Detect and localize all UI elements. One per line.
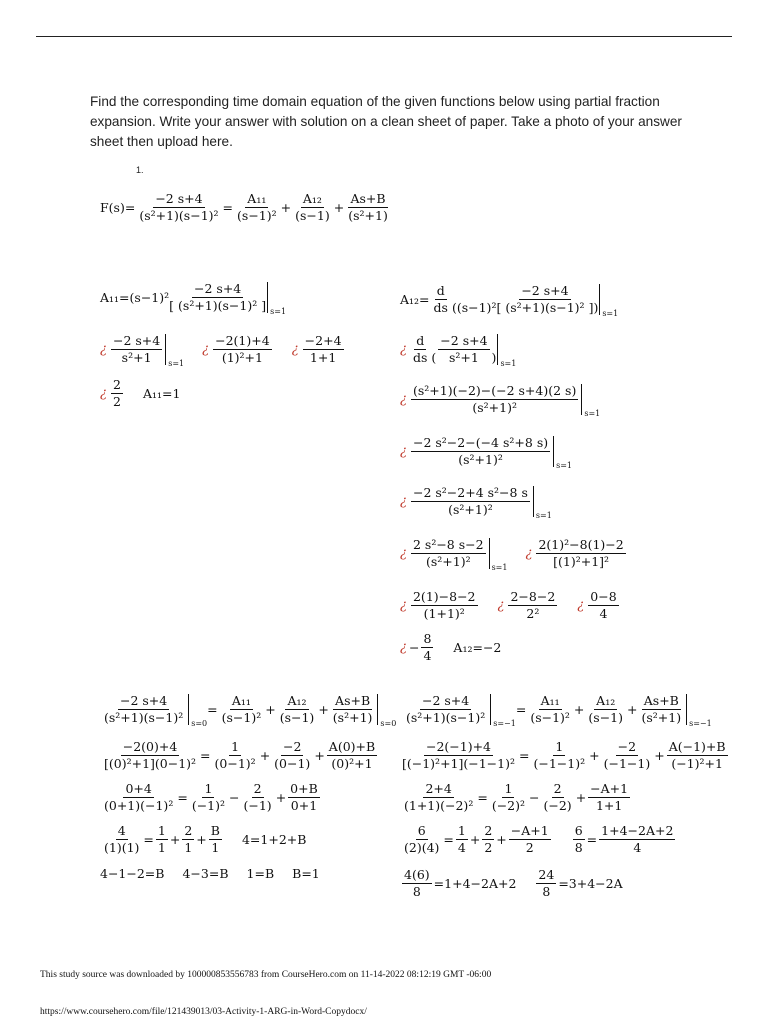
rb-row4: $\frac{6}{(2)(4)}$ = $\frac{1}{4}$ + $\frac{2}{2}$ + $\frac{-A+1}{2}$ $\frac{6}{8}$ = $\frac{1+4-2A+2}{4}$ <box>404 823 674 855</box>
a12-line5: ¿ $\frac{\text{−2 s²−2+4 s²−8 s}}{\text{(s²+1)²}}$ s=1 <box>400 485 552 520</box>
lb-row5: 4−1−2=B 4−3=B 1=B B=1 <box>100 866 320 881</box>
instructions-text: Find the corresponding time domain equation of the given functions below using partial fraction expansion. Write your answer with solution on a clean sheet of paper. Take a photo of your answer sheet then upload here. <box>90 94 682 149</box>
rb-row3: $\frac{2+4}{\text{(1+1)(−2)²}}$ = $\frac{1}{\text{(−2)²}}$ − $\frac{2}{(-2)}$ + $\frac{-A+1}{1+1}$ <box>404 781 629 813</box>
a12-line7: ¿ $\frac{2(1)-8-2}{\text{(1+1)²}}$ ¿ $\frac{2-8-2}{\text{2²}}$ ¿ $\frac{0-8}{4}$ <box>400 589 617 621</box>
rb-row2: $\frac{-2(-1)+4}{\text{[(−1)²+1](−1−1)²}}$ = $\frac{1}{\text{(−1−1)²}}$ + $\frac{-2}{(-1-1)}$ + $\frac{A(-1)+B}{\text{(−1)²+1}}$ <box>402 739 726 771</box>
a11-line3: ¿ $\frac{2}{2}$ A₁₁=1 <box>100 377 181 409</box>
top-rule <box>36 36 732 37</box>
a12-line8: ¿ − $\frac{8}{4}$ A₁₂=−2 <box>400 631 502 663</box>
lb-row4: $\frac{4}{(1)(1)}$ = $\frac{1}{1}$ + $\frac{2}{1}$ + $\frac{B}{1}$ 4=1+2+B <box>104 823 307 855</box>
a11-line2: ¿ $\frac{-2 s+4}{\text{s²+1}}$ s=1 ¿ $\frac{-2(1)+4}{\text{(1)²+1}}$ ¿ $\frac{-2+4}{1+1}$ <box>100 333 342 368</box>
a12-line4: ¿ $\frac{\text{−2 s²−2−(−4 s²+8 s)}}{\text{(s²+1)²}}$ s=1 <box>400 435 573 470</box>
rb-row5: $\frac{4(6)}{8}$ =1+4−2A+2 $\frac{24}{8}$ =3+4−2A <box>404 867 623 899</box>
rb-row1: $\frac{-2 s+4}{\text{(s²+1)(s−1)²}}$ s=−1 = $\frac{\text{A₁₁}}{\text{(s−1)²}}$ + $\frac{\text{A₁₂}}{(s-1)}$ + $\frac{As+B}{\text{(s²+1)}}$ s=−1 <box>402 694 712 725</box>
a12-result: A₁₂=−2 <box>453 640 502 655</box>
a11-line1: A₁₁=(s−1)² [ $\frac{-2 s+4}{\text{(s²+1)(s−1)²}}$ ] s=1 <box>100 281 287 316</box>
a12-line3: ¿ $\frac{\text{(s²+1)(−2)−(−2 s+4)(2 s)}}{\text{(s²+1)²}}$ s=1 <box>400 383 601 418</box>
a12-line1: A₁₂= $\frac{d}{ds}$ ( (s−1)² [ $\frac{-2 s+4}{\text{(s²+1)(s−1)²}}$ ]) s=1 <box>400 283 619 318</box>
source-url[interactable]: https://www.coursehero.com/file/121439013/03-Activity-1-ARG-in-Word-Copydocx/ <box>40 1007 367 1017</box>
right-bottom-block <box>398 690 726 930</box>
lhs: F(s)= <box>100 200 136 215</box>
main-equation: F(s)= $\frac{-2 s+4}{\text{(s²+1)(s−1)²}}$ = $\frac{\text{A₁₁}}{\text{(s−1)²}}$ + $\frac{\text{A₁₂}}{(s-1)}$ + $\frac{As+B}{\text{(s²+1)}}$ <box>100 191 388 223</box>
download-notice: This study source was downloaded by 100000853556783 from CourseHero.com on 11-14-2022 08:12:19 GMT -06:00 <box>40 970 492 980</box>
lb-row3: $\frac{0+4}{\text{(0+1)(−1)²}}$ = $\frac{1}{\text{(−1)²}}$ − $\frac{2}{(-1)}$ + $\frac{0+B}{0+1}$ <box>104 781 318 813</box>
a12-line6: ¿ $\frac{\text{2 s²−8 s−2}}{\text{(s²+1)²}}$ s=1 ¿ $\frac{\text{2(1)²−8(1)−2}}{\text{[(1)²+1]²}}$ <box>400 537 624 572</box>
term-asb: $\frac{As+B}{\text{(s²+1)}}$ <box>348 191 388 223</box>
main-fraction: $\frac{-2 s+4}{\text{(s²+1)(s−1)²}}$ <box>139 191 219 223</box>
a12-line2: ¿ $\frac{d}{ds}$ ( $\frac{-2 s+4}{\text{s²+1}}$ ) s=1 <box>400 333 517 368</box>
lb-row1: $\frac{-2 s+4}{\text{(s²+1)(s−1)²}}$ s=0 = $\frac{\text{A₁₁}}{\text{(s−1)²}}$ + $\frac{\text{A₁₂}}{(s-1)}$ + $\frac{As+B}{\text{(s²+1)}}$ s=0 <box>100 694 396 725</box>
term-a12: $\frac{\text{A₁₂}}{(s-1)}$ <box>295 191 330 223</box>
term-a11: $\frac{\text{A₁₁}}{\text{(s−1)²}}$ <box>237 191 277 223</box>
lb-row2: $\frac{-2(0)+4}{\text{[(0)²+1](0−1)²}}$ = $\frac{1}{\text{(0−1)²}}$ + $\frac{-2}{(0-1)}$ + $\frac{A(0)+B}{\text{(0)²+1}}$ <box>104 739 376 771</box>
item-number: 1. <box>136 165 144 175</box>
a11-result: A₁₁=1 <box>142 386 181 401</box>
